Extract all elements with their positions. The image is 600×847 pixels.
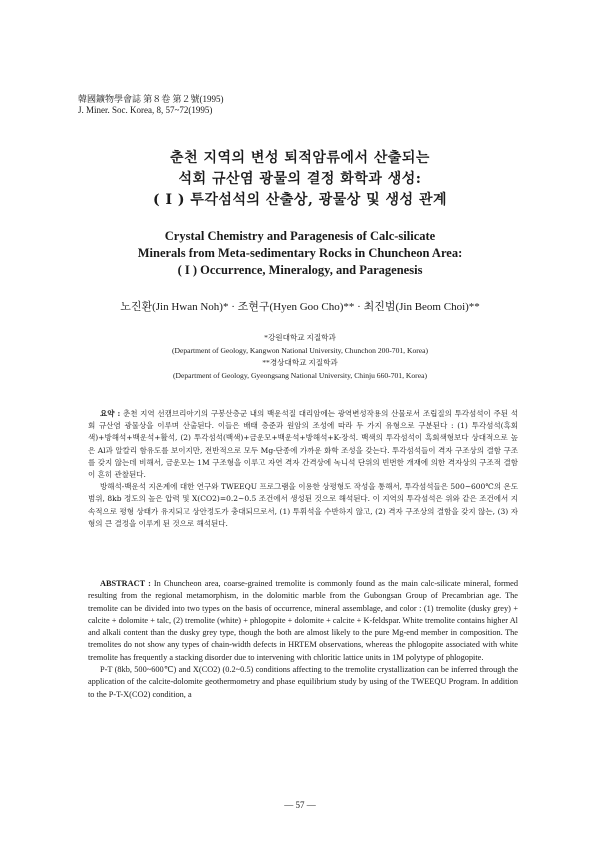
affiliations xyxy=(60,332,540,382)
english-abstract-paragraph-1 xyxy=(88,578,518,664)
affiliation-1-english: (Department of Geology, Kangwon National University, Chunchon 200-701, Korea) xyxy=(171,345,429,355)
english-title-line-1: Crystal Chemistry and Paragenesis of Calc-silicate xyxy=(164,229,436,243)
korean-title-line-2: 석회 규산염 광물의 결정 화학과 생성: xyxy=(178,171,422,187)
korean-abstract-paragraph-1 xyxy=(88,408,518,481)
english-abstract xyxy=(88,578,518,701)
english-abstract-text-1: In Chuncheon area, coarse-grained tremolite is commonly found as the main calc-silicate mineral, formed resulting from the regional metamorphism, in the dolomitic marble from the Gubongsan Group of Precambrian age. The tremolite can be divided into two types on the basis of occurrence, mineral assemblage, and color : (1) tremolite (dusky grey) + calcite + dolomite + talc, (2) tremolite (white) + phlogopite + dolomite + calcite + K-feldspar. White tremolite contains higher Al and alkali content than the dusky grey type, though the both are almost likely to the pure Mg-end member in composition. The tremolites do not show any types of chain-width defects in HRTEM observations, whereas the phlogopite associated with white tremolite has frequently a stacking disorder due to intervening with chloritic lattice units in 1M polytype of phlogopite. xyxy=(88,579,518,662)
english-title-line-3: ( I ) Occurrence, Mineralogy, and Paragenesis xyxy=(177,263,423,277)
english-title xyxy=(60,228,540,279)
korean-abstract-text-1: 춘천 지역 선캠브리아기의 구봉산층군 내의 백운석질 대리암에는 광역변성작용의 산물로서 조립질의 투각섬석이 주된 석회 규산염 광물상을 이루며 산출된다. 이들은 배태 층준과 원암의 조성에 따라 두 가지 유형으로 구분된다 : (1) 투각섬석(흑회색)+방해석+백운석+활석, (2) 투각섬석(백색)+금운모+백운석+방해석+K-장석. 백색의 투각섬석이 흑회색형보다 상대적으로 높은 Al과 알칼리 함유도를 보이지만, 전반적으로 모두 Mg-단종에 가까운 화학 조성을 갖는다. 투각섬석들이 격자 구조상의 결함 구조를 갖지 않는데 비해서, 금운모는 1M 구조형을 이루고 자연 격자 간격상에 녹니석 단위의 빈번한 개재에 의한 격자상의 구조적 결함이 흔히 관찰된다. xyxy=(88,409,518,480)
affiliation-2-english: (Department of Geology, Gyeongsang National University, Chinju 660-701, Korea) xyxy=(173,370,427,380)
korean-abstract-paragraph-2: 방해석-백운석 지온계에 대한 연구와 TWEEQU 프로그램을 이용한 상평형도 작성을 통해서, 투각섬석들은 500~600℃의 온도 범위, 8kb 정도의 높은 압력 및 X(CO2)=0.2~0.5 조건에서 생성된 것으로 해석된다. 이 지역의 투각섬석은 위와 같은 조건에서 지속적으로 평형 상태가 유지되고 상안정도가 충대되므로서, (1) 투휘석을 수반하지 않고, (2) 격자 구조상의 결함을 갖지 않는, (3) 자형의 큰 결정을 이루게 된 것으로 해석된다. xyxy=(88,482,518,528)
author-list: 노진환(Jin Hwan Noh)* · 조현구(Hyen Goo Cho)** · 최진범(Jin Beom Choi)** xyxy=(120,301,480,313)
korean-abstract xyxy=(88,408,518,530)
english-abstract-paragraph-2: P-T (8kb, 500~600℃) and X(CO2) (0.2~0.5) conditions affecting to the tremolite crystallization can be inferred through the application of the calcite-dolomite geothermometry and phase equilibrium study by using of the TWEEQU Program. In addition to the P-T-X(CO2) condition, a xyxy=(88,665,518,699)
english-title-line-2: Minerals from Meta-sedimentary Rocks in Chuncheon Area: xyxy=(137,246,463,260)
journal-english-citation: J. Miner. Soc. Korea, 8, 57~72(1995) xyxy=(78,105,213,115)
korean-title xyxy=(60,148,540,211)
english-abstract-label: ABSTRACT : xyxy=(100,579,151,588)
journal-header xyxy=(78,94,224,116)
page-number: — 57 — xyxy=(284,800,316,810)
affiliation-2-korean: **경상대학교 지질학과 xyxy=(262,358,338,368)
affiliation-1-korean: *강원대학교 지질학과 xyxy=(264,333,336,342)
korean-abstract-label: 요약 : xyxy=(100,409,121,418)
korean-title-line-3: ( I ) 투각섬석의 산출상, 광물상 및 생성 관계 xyxy=(152,192,448,208)
journal-korean-citation: 韓國鑛物學會誌 第８卷 第２號(1995) xyxy=(78,94,224,104)
korean-title-line-1: 춘천 지역의 변성 퇴적암류에서 산출되는 xyxy=(170,150,430,166)
